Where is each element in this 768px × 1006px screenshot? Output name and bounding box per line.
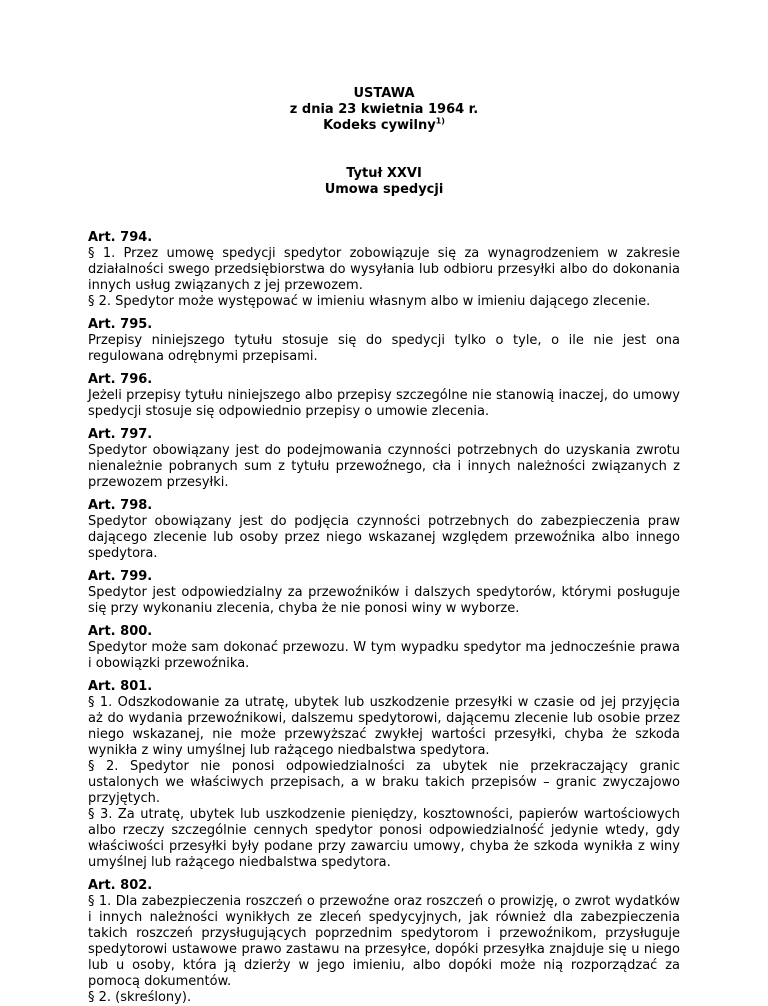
article-heading: Art. 799. <box>88 569 153 584</box>
footnote-marker: 1) <box>435 116 445 126</box>
article-heading: Art. 797. <box>88 427 153 442</box>
article-heading: Art. 794. <box>88 230 153 245</box>
article <box>88 878 680 1006</box>
article-paragraph: Przepisy niniejszego tytułu stosuje się do spedycji tylko o tyle, o ile nie jest ona regulowana odrębnymi przepisami. <box>88 333 680 364</box>
articles-list <box>88 230 680 1006</box>
article-paragraph: Spedytor jest odpowiedzialny za przewoźników i dalszych spedytorów, którymi posługuje się przy wykonaniu zlecenia, chyba że nie ponosi winy w wyborze. <box>88 585 680 616</box>
article-heading: Art. 796. <box>88 372 153 387</box>
article-paragraph: § 1. Dla zabezpieczenia roszczeń o przewoźne oraz roszczeń o prowizję, o zwrot wydatków i innych należności wynikłych ze zleceń spedycyjnych, jak również dla zabezpieczenia takich roszczeń przysługujących poprzednim spedytorom i przewoźnikom, przysługuje spedytorowi ustawowe prawo zastawu na przesyłce, dopóki przesyłka znajduje się u niego lub u osoby, która ją dzierży w jego imieniu, albo dopóki może nią rozporządzać za pomocą dokumentów. <box>88 894 680 989</box>
act-name <box>88 118 680 134</box>
title-name: Umowa spedycji <box>324 182 444 197</box>
article-heading: Art. 802. <box>88 878 153 893</box>
article <box>88 427 680 491</box>
article <box>88 372 680 420</box>
act-name-text: Kodeks cywilny <box>323 118 436 133</box>
title-number: Tytuł XXVI <box>346 166 422 181</box>
article-heading: Art. 801. <box>88 679 153 694</box>
article-paragraph: § 1. Przez umowę spedycji spedytor zobowiązuje się za wynagrodzeniem w zakresie działalności swego przedsiębiorstwa do wysyłania lub odbioru przesyłki albo do dokonania innych usług związanych z jej przewozem. <box>88 246 680 293</box>
act-date: z dnia 23 kwietnia 1964 r. <box>289 102 479 117</box>
act-type: USTAWA <box>353 86 415 101</box>
article-heading: Art. 800. <box>88 624 153 639</box>
article-paragraph: § 2. Spedytor nie ponosi odpowiedzialności za ubytek nie przekraczający granic ustalonych we właściwych przepisach, a w braku takich przepisów – granic zwyczajowo przyjętych. <box>88 759 680 806</box>
article <box>88 317 680 365</box>
act-header <box>88 86 680 134</box>
title-block <box>88 166 680 198</box>
article-paragraph: § 2. (skreślony). <box>88 990 192 1005</box>
article <box>88 679 680 871</box>
article-paragraph: § 2. Spedytor może występować w imieniu własnym albo w imieniu dającego zlecenie. <box>88 294 651 309</box>
article-paragraph: § 1. Odszkodowanie za utratę, ubytek lub uszkodzenie przesyłki w czasie od jej przyjęcia aż do wydania przewoźnikowi, dalszemu spedytorowi, dającemu zlecenie lub osobie przez niego wskazanej, nie może przewyższać zwykłej wartości przesyłki, chyba że szkoda wynikła z winy umyślnej lub rażącego niedbalstwa spedytora. <box>88 695 680 758</box>
article-paragraph: § 3. Za utratę, ubytek lub uszkodzenie pieniędzy, kosztowności, papierów wartościowych albo rzeczy szczególnie cennych spedytor ponosi odpowiedzialność jedynie wtedy, gdy właściwości przesyłki były podane przy zawarciu umowy, chyba że szkoda wynikła z winy umyślnej lub rażącego niedbalstwa spedytora. <box>88 807 680 870</box>
article-paragraph: Jeżeli przepisy tytułu niniejszego albo przepisy szczególne nie stanowią inaczej, do umowy spedycji stosuje się odpowiednio przepisy o umowie zlecenia. <box>88 388 680 419</box>
article-paragraph: Spedytor może sam dokonać przewozu. W tym wypadku spedytor ma jednocześnie prawa i obowiązki przewoźnika. <box>88 640 680 671</box>
article-heading: Art. 798. <box>88 498 153 513</box>
article <box>88 498 680 562</box>
article <box>88 569 680 617</box>
article-heading: Art. 795. <box>88 317 153 332</box>
article-paragraph: Spedytor obowiązany jest do podjęcia czynności potrzebnych do zabezpieczenia praw dającego zlecenie lub osoby przez niego wskazanej względem przewoźnika albo innego spedytora. <box>88 514 680 561</box>
article <box>88 230 680 310</box>
article <box>88 624 680 672</box>
article-paragraph: Spedytor obowiązany jest do podejmowania czynności potrzebnych do uzyskania zwrotu nienależnie pobranych sum z tytułu przewoźnego, cła i innych należności związanych z przewozem przesyłki. <box>88 443 680 490</box>
